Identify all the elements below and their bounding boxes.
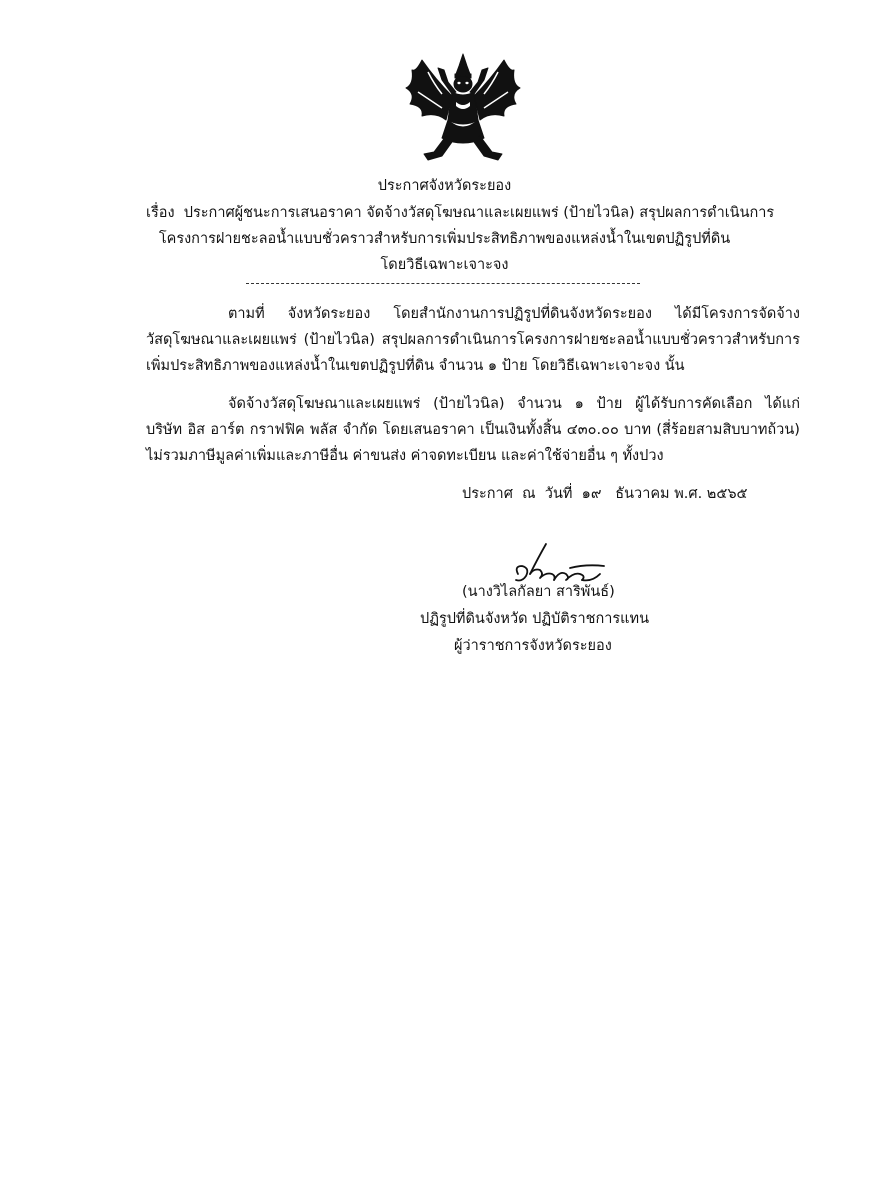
paragraph-1-line-1 (228, 304, 800, 324)
paragraph-1-line-3: เพิ่มประสิทธิภาพของแหล่งน้ำในเขตปฏิรูปที่ดิน จำนวน ๑ ป้าย โดยวิธีเฉพาะเจาะจง นั้น (146, 358, 685, 374)
paragraph-1-word: (ป้ายไวนิล) (303, 332, 375, 348)
paragraph-2-word: พลัส (310, 422, 338, 438)
paragraph-2-word: บริษัท (146, 422, 183, 438)
subject-line-1 (146, 203, 774, 223)
paragraph-2-word: อิส (187, 422, 205, 438)
paragraph-2-word: บาท (624, 422, 652, 438)
subject-line-3: โดยวิธีเฉพาะเจาะจง (380, 257, 509, 273)
paragraph-2-word: เป็นเงินทั้งสิ้น (480, 422, 562, 438)
paragraph-2-word: โดยเสนอราคา (382, 422, 475, 438)
subject-line-2: โครงการฝายชะลอน้ำแบบชั่วคราวสำหรับการเพิ่มประสิทธิภาพของแหล่งน้ำในเขตปฏิรูปที่ดิน (158, 231, 731, 247)
garuda-emblem-icon (398, 50, 528, 165)
signatory-name: (นางวิไลกัลยา สาริพันธ์) (462, 584, 615, 600)
document-title: ประกาศจังหวัดระยอง (377, 178, 512, 194)
paragraph-1-word: ได้มีโครงการจัดจ้าง (675, 306, 800, 322)
month-year: ธันวาคม พ.ศ. ๒๕๖๕ (615, 486, 748, 502)
paragraph-1-word: วัสดุโฆษณาและเผยแพร่ (146, 332, 297, 348)
paragraph-1-word: ตามที่ (228, 306, 265, 322)
paragraph-2-word: (ป้ายไวนิล) (433, 396, 505, 412)
announced-label: ประกาศ (462, 486, 513, 502)
paragraph-1-word: โดยสำนักงานการปฏิรูปที่ดินจังหวัดระยอง (393, 306, 652, 322)
paragraph-2-line-1 (228, 394, 800, 414)
subject-label: เรื่อง (146, 205, 175, 221)
paragraph-2-word: ได้แก่ (765, 396, 800, 412)
paragraph-2-word: อาร์ต (210, 422, 245, 438)
paragraph-2-word: ป้าย (596, 396, 623, 412)
paragraph-1-word: สรุปผลการดำเนินการโครงการฝายชะลอน้ำแบบชั่วคราวสำหรับการ (381, 332, 800, 348)
paragraph-1-word: จังหวัดระยอง (287, 306, 371, 322)
paragraph-2-word: จัดจ้างวัสดุโฆษณาและเผยแพร่ (228, 396, 421, 412)
price-amount: ๔๓๐.๐๐ (566, 422, 619, 438)
paragraph-2-line-2 (146, 420, 800, 440)
signatory-position: ปฏิรูปที่ดินจังหวัด ปฏิบัติราชการแทน (420, 611, 649, 627)
signatory-on-behalf: ผู้ว่าราชการจังหวัดระยอง (454, 638, 612, 654)
paragraph-2-line-3: ไม่รวมภาษีมูลค่าเพิ่มและภาษีอื่น ค่าขนส่ง ค่าจดทะเบียน และค่าใช้จ่ายอื่น ๆ ทั้งปวง (146, 448, 664, 464)
announced-on: ณ (522, 486, 536, 502)
announcement-date (462, 484, 748, 504)
paragraph-2-word: จำกัด (342, 422, 378, 438)
paragraph-2-word: ๑ (574, 396, 584, 412)
paragraph-2-word: ผู้ได้รับการคัดเลือก (635, 396, 753, 412)
day-label: วันที่ (544, 486, 573, 502)
paragraph-1-line-2 (146, 330, 800, 350)
paragraph-2-word: กราฟฟิค (249, 422, 305, 438)
price-in-words: (สี่ร้อยสามสิบบาทถ้วน) (656, 422, 800, 438)
day-value: ๑๙ (581, 486, 602, 502)
subject-text-1: ประกาศผู้ชนะการเสนอราคา จัดจ้างวัสดุโฆษณาและเผยแพร่ (ป้ายไวนิล) สรุปผลการดำเนินการ (183, 205, 775, 221)
paragraph-2-word: จำนวน (517, 396, 562, 412)
separator-line (246, 283, 640, 284)
